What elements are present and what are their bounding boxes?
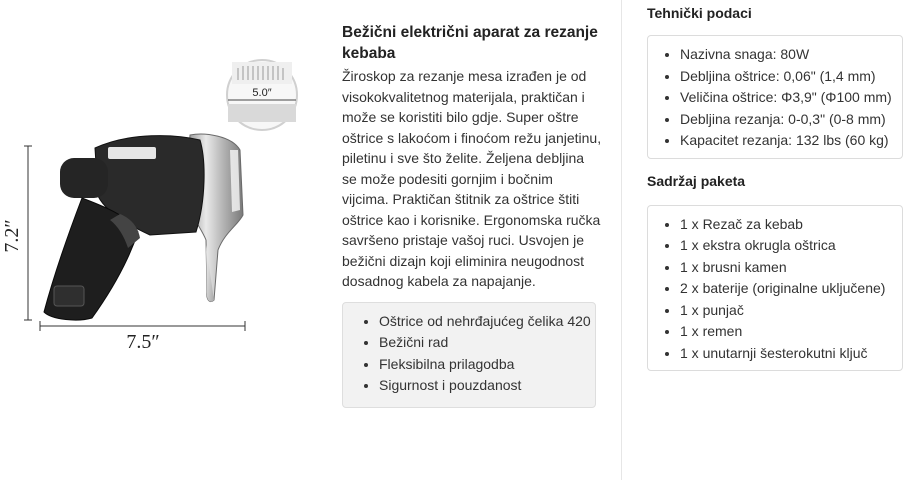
spec-item: • Kapacitet rezanja: 132 lbs (60 kg): [680, 130, 902, 152]
product-image: [0, 0, 330, 480]
feature-list: [343, 311, 595, 397]
product-title: Bežični električni aparat za rezanje kebaba: [342, 24, 598, 62]
package-item: • 1 x Rezač za kebab: [680, 214, 902, 236]
spec-item: • Veličina oštrice: Φ3,9" (Φ100 mm): [680, 87, 902, 109]
package-list: [648, 214, 902, 365]
width-dimension: [40, 321, 245, 331]
package-title: Sadržaj paketa: [647, 172, 746, 189]
spec-item: • Debljina rezanja: 0-0,3" (0-8 mm): [680, 109, 902, 131]
specs-list: [648, 44, 902, 152]
feature-item: • Oštrice od nehrđajućeg čelika 420: [379, 311, 595, 333]
feature-item: • Bežični rad: [379, 332, 595, 354]
blade-zoom-inset: [227, 60, 297, 130]
specs-box: [647, 35, 903, 159]
height-label: 7.2″: [1, 219, 23, 253]
column-divider: [621, 0, 622, 480]
product-details: [342, 22, 602, 408]
specs-title: Tehnički podaci: [647, 5, 752, 21]
package-item: • 1 x punjač: [680, 300, 902, 322]
feature-item: • Sigurnost i pouzdanost: [379, 375, 595, 397]
kebab-cutter-device: [44, 134, 243, 320]
package-item: • 1 x brusni kamen: [680, 257, 902, 279]
spec-item: • Debljina oštrice: 0,06" (1,4 mm): [680, 66, 902, 88]
package-item: • 1 x unutarnji šesterokutni ključ: [680, 343, 902, 365]
blade-size-label: 5.0″: [252, 87, 272, 99]
package-box: [647, 205, 903, 372]
height-dimension: [24, 146, 32, 320]
spec-item: • Nazivna snaga: 80W: [680, 44, 902, 66]
feature-item: • Fleksibilna prilagodba: [379, 354, 595, 376]
specs-column: [647, 0, 903, 371]
product-description: Žiroskop za rezanje mesa izrađen je od visokokvalitetnog materijala, praktičan i može se koristiti bilo gdje. Super oštre oštrice s lakoćom i finoćom režu janjetinu, piletinu i sve što želite. Željena debljina se može podesiti gornjim i bočnim vijcima. Praktičan štitnik za oštrice štiti oštrice kao i korisnike. Ergonomska ručka savršeno pristaje vašoj ruci. Usvojen je bežični dizajn koji eliminira neugodnost dosadnog kabela za napajanje.: [342, 68, 602, 289]
package-item: • 1 x ekstra okrugla oštrica: [680, 235, 902, 257]
package-item: • 1 x remen: [680, 321, 902, 343]
package-item: • 2 x baterije (originalne uključene): [680, 278, 902, 300]
width-label: 7.5″: [126, 331, 160, 353]
feature-box: [342, 302, 596, 408]
